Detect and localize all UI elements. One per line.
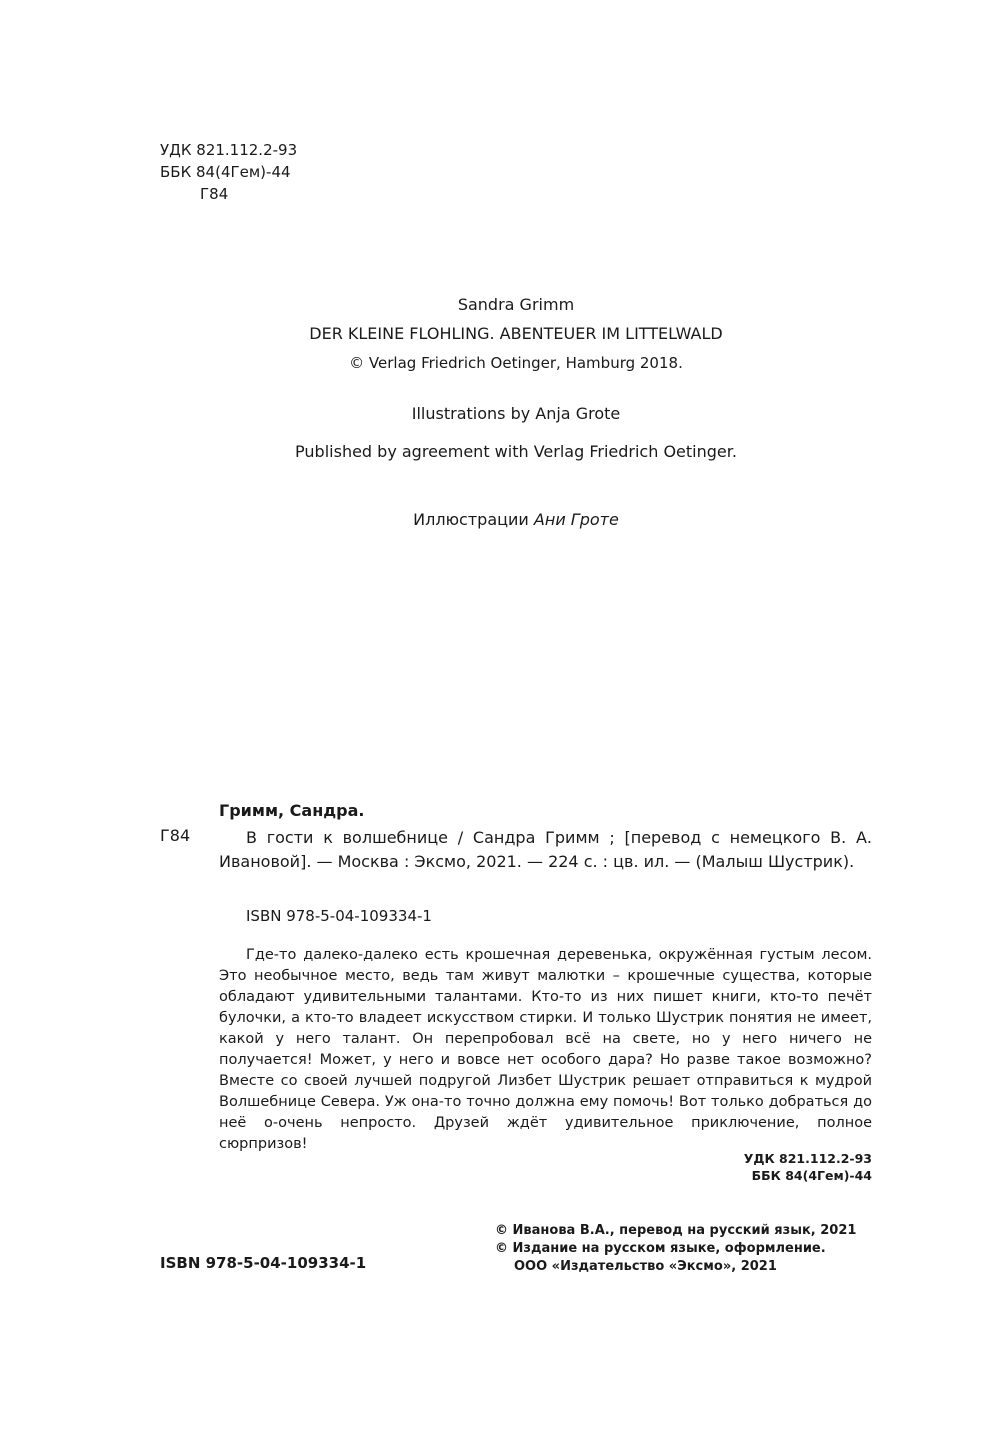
publishing-agreement: Published by agreement with Verlag Friedrich Oetinger. (295, 442, 737, 461)
copyright-edition: © Издание на русском языке, оформление. (495, 1241, 826, 1256)
copyright-translation: © Иванова В.А., перевод на русский язык, 2021 (495, 1223, 857, 1238)
footer-udk: УДК 821.112.2-93 (743, 1151, 872, 1166)
footer-isbn: ISBN 978-5-04-109334-1 (160, 1254, 367, 1272)
udk-code: УДК 821.112.2-93 (160, 141, 298, 159)
bibliography-isbn: ISBN 978-5-04-109334-1 (246, 907, 432, 925)
illustrations-credit: Illustrations by Anja Grote (411, 404, 621, 423)
author-mark: Г84 (200, 185, 229, 203)
annotation (219, 945, 872, 1155)
bibliography-code: Г84 (160, 826, 191, 845)
classification-block (160, 139, 297, 205)
illustrations-label: Иллюстрации (413, 510, 529, 529)
copyright-publisher: ООО «Издательство «Эксмо», 2021 (514, 1259, 777, 1274)
footer-classification (744, 1150, 872, 1184)
original-copyright: © Verlag Friedrich Oetinger, Hamburg 2018. (349, 354, 683, 372)
bbk-code: ББК 84(4Гем)-44 (160, 163, 291, 181)
bibliography-author: Гримм, Сандра. (219, 801, 365, 820)
original-title: DER KLEINE FLOHLING. ABENTEUER IM LITTELWALD (309, 324, 723, 343)
bibliography-description (219, 826, 872, 874)
illustrator-name: Ани Гроте (533, 510, 619, 529)
annotation-text: Где-то далеко-далеко есть крошечная деревенька, окружённая густым лесом. Это необычное место, ведь там живут малютки – крошечные существа, которые обладают удивительными талантами. Кто-то из них пишет книги, кто-то печёт булочки, а кто-то владеет искусством стирки. И только Шустрик понятия не имеет, какой у него талант. Он перепробовал всё на свете, но у него ничего не получается! Может, у него и вовсе нет особого дара? Но разве такое возможно? Вместе со своей лучшей подругой Лизбет Шустрик решает отправиться к мудрой Волшебнице Севера. Уж она-то точно должна ему помочь! Вот только добраться до неё о-очень непросто. Друзей ждёт удивительное приключение, полное сюрпризов! (219, 947, 872, 1152)
copyright-notices (495, 1222, 856, 1276)
footer-bbk: ББК 84(4Гем)-44 (751, 1168, 872, 1183)
description-text: В гости к волшебнице / Сандра Гримм ; [перевод с немецкого В. А. Ивановой]. — Москва : Эксмо, 2021. — 224 с. : цв. ил. — (Малыш Шустрик). (219, 828, 872, 871)
original-author: Sandra Grimm (457, 295, 575, 314)
russian-illustrations-credit (160, 510, 872, 529)
